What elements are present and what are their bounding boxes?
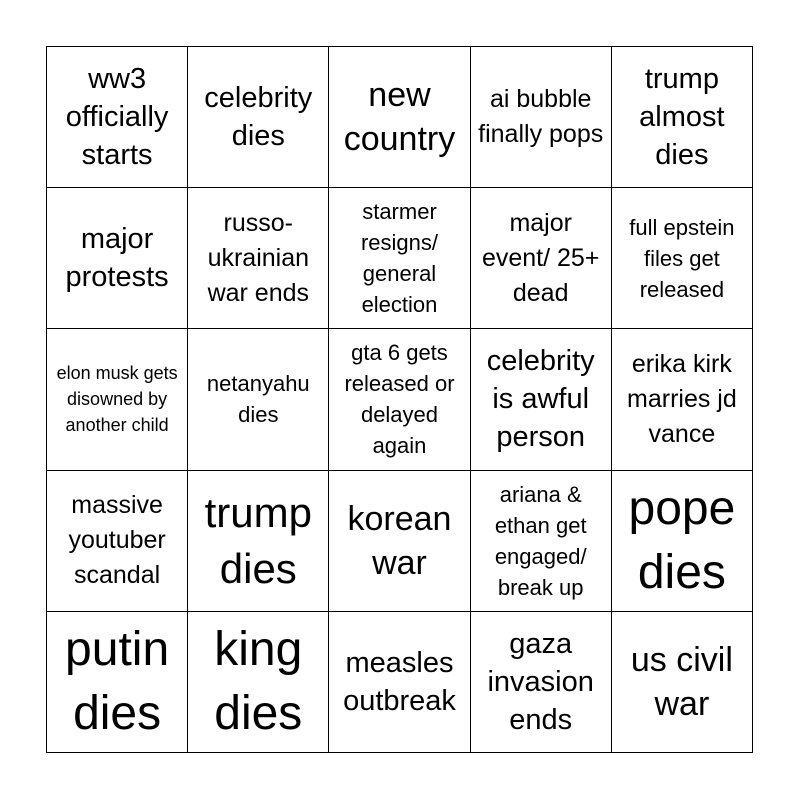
bingo-cell-r5c2[interactable] [188,612,329,753]
bingo-cell-text: gaza invasion ends [487,627,594,736]
bingo-cell-r1c3[interactable] [329,47,470,188]
bingo-cell-r2c4[interactable] [471,188,612,329]
bingo-cell-r1c1[interactable] [47,47,188,188]
bingo-cell-text: gta 6 gets released or delayed again [344,340,455,459]
bingo-cell-text: netanyahu dies [206,371,310,428]
bingo-cell-text: major event/ 25+ dead [481,208,600,307]
bingo-cell-r1c5[interactable] [612,47,753,188]
bingo-cell-text: ww3 officially starts [65,63,169,172]
bingo-cell-r3c3[interactable] [329,329,470,470]
bingo-cell-text: major protests [65,223,169,294]
bingo-cell-r4c3[interactable] [329,471,470,612]
bingo-cell-text: starmer resigns/ general election [360,199,439,318]
bingo-cell-text: us civil war [630,640,733,723]
bingo-cell-r5c1[interactable] [47,612,188,753]
bingo-cell-text: measles outbreak [343,646,456,717]
bingo-cell-r5c4[interactable] [471,612,612,753]
bingo-cell-text: trump dies [204,488,312,592]
bingo-cell-r2c2[interactable] [188,188,329,329]
bingo-cell-r4c1[interactable] [47,471,188,612]
bingo-cell-r3c1[interactable] [47,329,188,470]
bingo-cell-text: ai bubble finally pops [478,85,604,149]
bingo-cell-r2c1[interactable] [47,188,188,329]
bingo-cell-r5c3[interactable] [329,612,470,753]
bingo-cell-text: ariana & ethan get engaged/ break up [494,481,587,600]
bingo-cell-r3c2[interactable] [188,329,329,470]
bingo-cell-r1c4[interactable] [471,47,612,188]
bingo-cell-text: russo-ukrainian war ends [207,208,310,307]
bingo-cell-r3c5[interactable] [612,329,753,470]
bingo-board [46,46,753,753]
bingo-cell-r4c2[interactable] [188,471,329,612]
bingo-cell-text: elon musk gets disowned by another child [56,363,178,436]
bingo-cell-r2c5[interactable] [612,188,753,329]
bingo-cell-text: pope dies [628,481,736,599]
bingo-cell-r5c5[interactable] [612,612,753,753]
bingo-cell-r4c5[interactable] [612,471,753,612]
bingo-cell-text: celebrity is awful person [486,345,595,454]
bingo-cell-r3c4[interactable] [471,329,612,470]
bingo-cell-text: celebrity dies [204,82,313,153]
bingo-cell-r2c3[interactable] [329,188,470,329]
bingo-cell-r1c2[interactable] [188,47,329,188]
bingo-cell-text: trump almost dies [639,63,725,172]
bingo-cell-text: full epstein files get released [629,214,735,302]
bingo-cell-text: new country [343,76,456,159]
bingo-cell-text: king dies [214,622,303,740]
bingo-cell-text: massive youtuber scandal [68,491,166,590]
bingo-cell-r4c4[interactable] [471,471,612,612]
bingo-cell-text: putin dies [65,622,170,740]
bingo-cell-text: korean war [347,499,452,582]
bingo-cell-text: erika kirk marries jd vance [627,349,737,448]
